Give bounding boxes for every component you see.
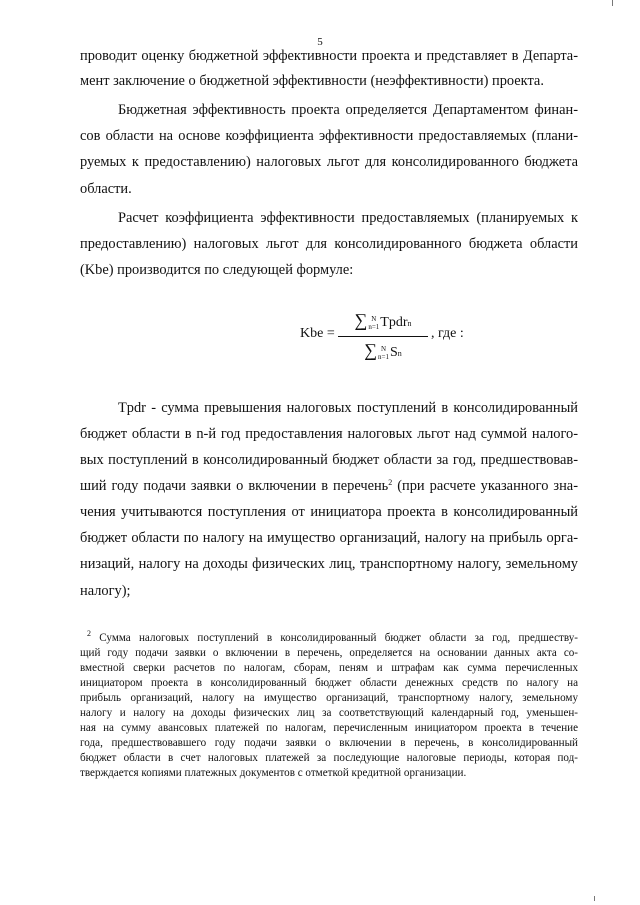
sum-sign-denominator: ∑ xyxy=(364,340,378,360)
footnote-line-9: бюджет области в счет налоговых платежей за последующие налоговые периоды, которая под- xyxy=(80,752,578,764)
kbe-formula xyxy=(300,310,560,364)
scan-mark-top xyxy=(612,0,613,6)
formula-lhs: Kbe = xyxy=(300,326,335,341)
numerator-subscript: n xyxy=(407,319,412,328)
definition-line-2: бюджет области в n-й год предоставления налоговых льгот над суммой налого- xyxy=(80,426,578,442)
body-line-8: предоставлению) налоговых льгот для консолидированного бюджета области xyxy=(80,236,578,252)
formula-rhs: , где : xyxy=(431,326,464,341)
body-line-4: сов области на основе коэффициента эффективности предоставляемых (плани- xyxy=(80,128,578,144)
page-number: 5 xyxy=(317,36,323,48)
footnote-line-4: инициатором проекта в консолидированный бюджет области денежных средств по налогу на xyxy=(80,677,578,689)
definition-line-7: низаций, налогу на доходы физических лиц, транспортному налогу, земельному xyxy=(80,556,578,572)
sum-lower-limit: n=1 xyxy=(378,352,389,361)
formula-numerator xyxy=(336,310,430,334)
definition-line-6: бюджет области по налогу на имущество организаций, налогу на прибыль орга- xyxy=(80,530,578,546)
definition-line-4 xyxy=(80,478,578,495)
sum-lower-limit: n=1 xyxy=(368,322,380,331)
definition-line-8: налогу); xyxy=(80,583,131,599)
denominator-subscript: n xyxy=(397,349,402,358)
body-line-3: Бюджетная эффективность проекта определяется Департаментом финан- xyxy=(118,102,578,118)
body-line-5: руемых к предоставлению) налоговых льгот для консолидированного бюджета xyxy=(80,154,578,170)
footnote-line-7: ная на сумму авансовых платежей по налогам, перечисленным инициатором проекта в течение xyxy=(80,722,578,734)
formula-denominator xyxy=(336,340,430,364)
footnote-line-8: года, предшествовавшего году подачи заявки о включении в перечень, в консолидированный xyxy=(80,737,578,749)
footnote-line-5: прибыль организаций, налогу на имущество организаций, транспортному налогу, земельному xyxy=(80,692,578,704)
footnote-line-3: вместной сверки расчетов по налогам, сборам, пеням и штрафам как сумма перечисленных xyxy=(80,662,578,674)
scan-mark-bottom xyxy=(594,896,595,901)
footnote-line-2: щий году подачи заявки о включении в перечень, определяется на основании данных акта со- xyxy=(80,647,578,659)
definition-line-3: вых поступлений в консолидированный бюджет области за год, предшествовав- xyxy=(80,452,578,468)
sum-upper-limit: N xyxy=(380,344,387,353)
body-line-7: Расчет коэффициента эффективности предоставляемых (планируемых к xyxy=(118,210,578,226)
sum-limits-numerator xyxy=(368,315,379,331)
footnote-ref: 2 xyxy=(388,478,393,487)
definition-line-4-cont: (при расчете указанного зна- xyxy=(392,478,578,494)
footnote-line-1 xyxy=(87,629,578,644)
formula-fraction xyxy=(336,310,430,364)
footnote-line-1-text: Сумма налоговых поступлений в консолидированный бюджет области за год, предшеству- xyxy=(99,632,578,644)
body-line-9: (Kbe) производится по следующей формуле: xyxy=(80,262,354,278)
sum-upper-limit: N xyxy=(371,314,377,323)
footnote-line-10: тверждается копиями платежных документов с отметкой кредитной организации. xyxy=(80,767,467,779)
numerator-term: Tpdr xyxy=(380,315,408,330)
body-line-2: мент заключение о бюджетной эффективности (неэффективности) проекта. xyxy=(80,73,544,89)
definition-line-1: Tpdr - сумма превышения налоговых поступлений в консолидированный xyxy=(118,400,578,416)
body-line-6: области. xyxy=(80,181,132,197)
footnote-line-6: налогу и налогу на доходы физических лиц за соответствующий календарный год, уменьшен- xyxy=(80,707,578,719)
sum-limits-denominator xyxy=(378,345,389,361)
definition-line-5: чения учитываются поступления от инициатора проекта в консолидированный xyxy=(80,504,578,520)
sum-sign-numerator: ∑ xyxy=(354,310,368,330)
fraction-bar xyxy=(338,336,428,337)
definition-line-4-text: ший году подачи заявки о включении в перечень xyxy=(80,478,389,494)
footnote-mark: 2 xyxy=(87,629,91,638)
body-line-1: проводит оценку бюджетной эффективности проекта и представляет в Департа- xyxy=(80,48,578,64)
denominator-term: S xyxy=(390,345,398,360)
